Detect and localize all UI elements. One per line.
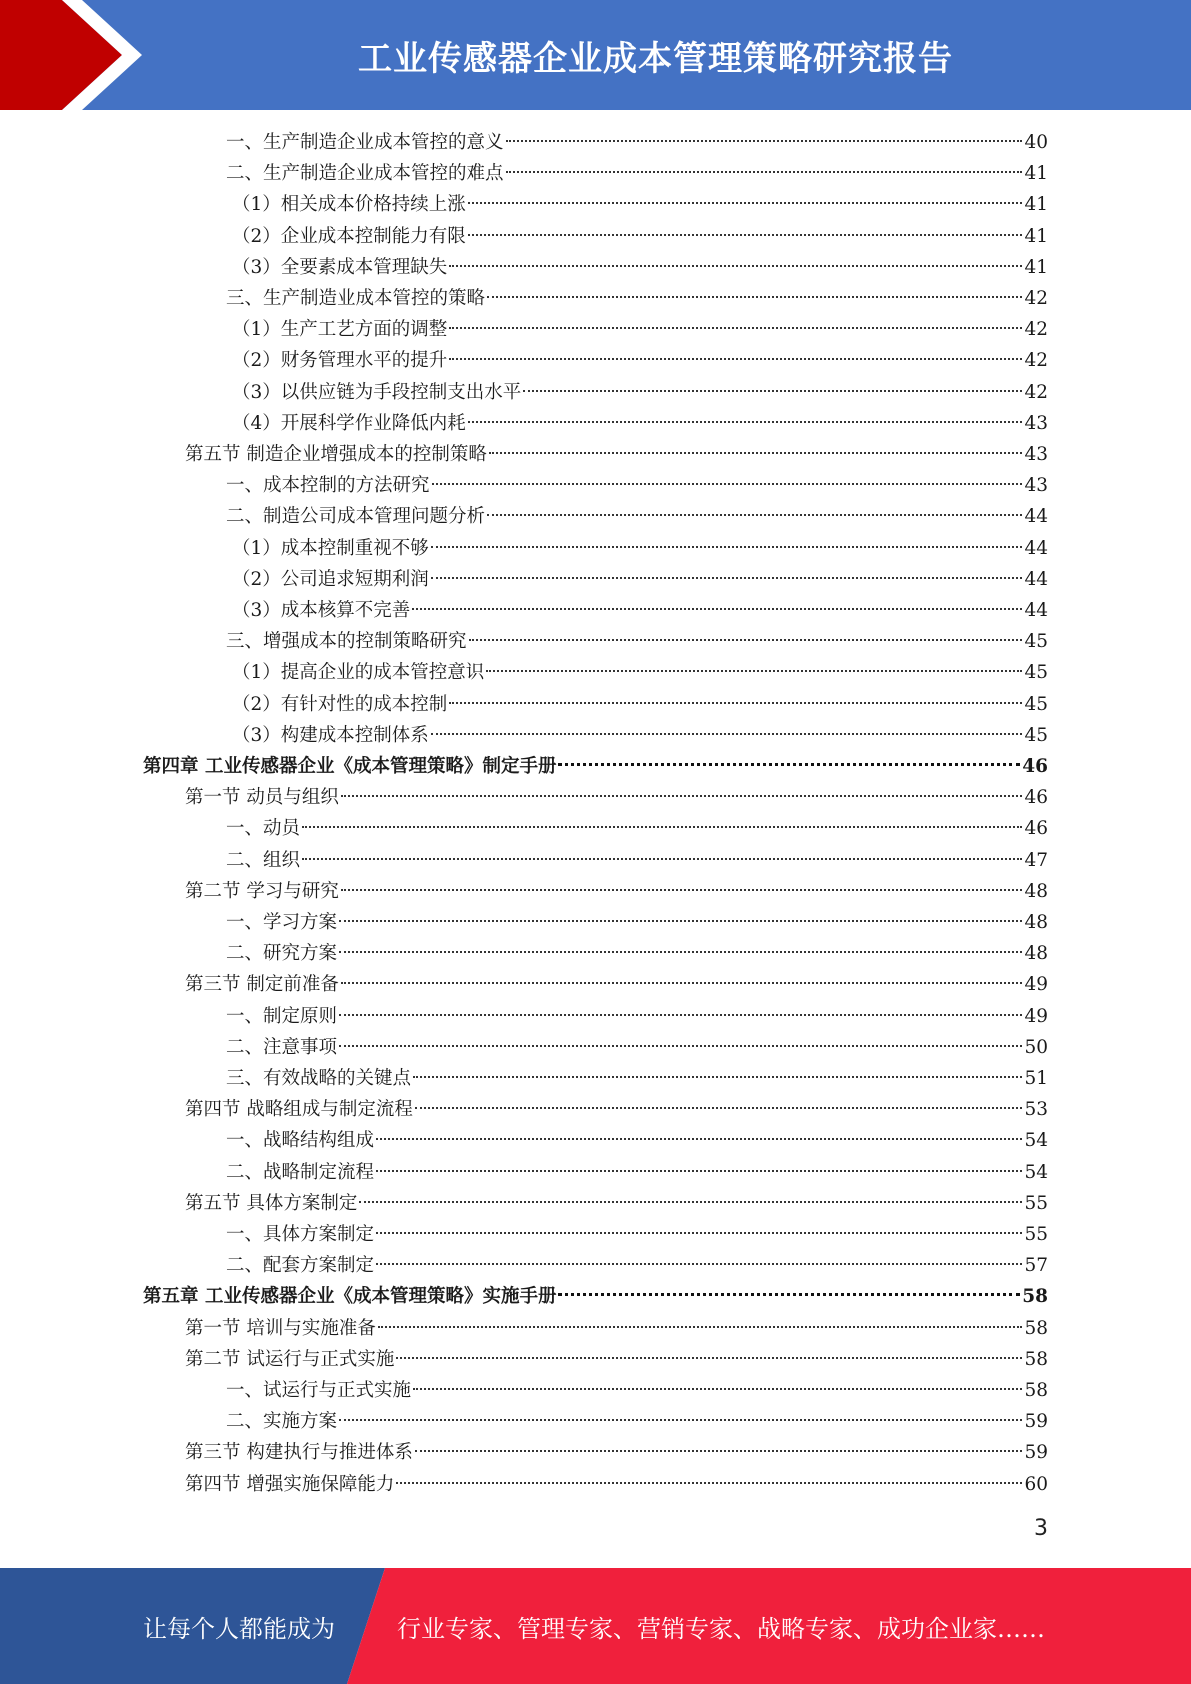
toc-entry[interactable]: [232, 690, 1048, 720]
toc-entry-title: （1）相关成本价格持续上涨: [232, 194, 466, 216]
toc-entry[interactable]: [226, 1064, 1048, 1094]
toc-dot-leader: [413, 1388, 1022, 1390]
toc-dot-leader: [449, 702, 1022, 704]
toc-dot-leader: [413, 1076, 1022, 1078]
toc-dot-leader: [432, 483, 1023, 485]
toc-entry-title: 一、成本控制的方法研究: [226, 475, 430, 497]
toc-entry-page: 54: [1024, 1161, 1048, 1183]
toc-entry-page: 41: [1024, 256, 1048, 278]
toc-entry-title: 第二节 学习与研究: [185, 880, 339, 902]
toc-entry[interactable]: [226, 284, 1048, 314]
toc-entry-page: 43: [1024, 475, 1048, 497]
toc-dot-leader: [396, 1482, 1022, 1484]
toc-entry-title: 二、研究方案: [226, 943, 338, 965]
toc-entry-title: （2）公司追求短期利润: [232, 568, 429, 590]
toc-entry-title: 二、实施方案: [226, 1411, 338, 1433]
toc-entry[interactable]: [232, 596, 1048, 626]
toc-dot-leader: [376, 1138, 1022, 1140]
toc-entry-title: （2）有针对性的成本控制: [232, 693, 448, 715]
toc-dot-leader: [339, 1419, 1022, 1421]
toc-entry-title: 三、增强成本的控制策略研究: [226, 631, 467, 653]
toc-entry-page: 49: [1024, 974, 1048, 996]
toc-entry-page: 42: [1024, 288, 1048, 309]
toc-entry-title: （1）提高企业的成本管控意识: [232, 662, 485, 684]
toc-entry[interactable]: [226, 1251, 1048, 1281]
toc-entry[interactable]: [232, 534, 1048, 564]
toc-entry-page: 46: [1024, 818, 1048, 840]
toc-dot-leader: [376, 1170, 1022, 1172]
toc-dot-leader: [431, 546, 1023, 548]
footer-slogan-right: 行业专家、管理专家、营销专家、战略专家、成功企业家……: [397, 1614, 1045, 1643]
toc-entry-page: 42: [1024, 350, 1048, 372]
toc-entry-page: 45: [1024, 693, 1048, 715]
toc-entry-title: 二、战略制定流程: [226, 1161, 375, 1183]
report-title: 工业传感器企业成本管理策略研究报告: [358, 38, 953, 79]
toc-dot-leader: [469, 639, 1023, 641]
toc-dot-leader: [359, 1201, 1022, 1203]
toc-entry-page: 55: [1024, 1224, 1048, 1245]
toc-entry[interactable]: [232, 253, 1048, 283]
toc-entry-page: 43: [1024, 412, 1048, 434]
toc-entry-page: 48: [1024, 912, 1048, 933]
toc-entry-title: 第二节 试运行与正式实施: [185, 1348, 395, 1370]
toc-entry-title: （4）开展科学作业降低内耗: [232, 412, 466, 434]
toc-entry[interactable]: [226, 1376, 1048, 1406]
toc-dot-leader: [431, 733, 1023, 735]
toc-chapter-entry[interactable]: [143, 1282, 1048, 1312]
toc-entry-page: 41: [1024, 163, 1048, 185]
toc-dot-leader: [339, 1014, 1022, 1016]
toc-entry[interactable]: [226, 814, 1048, 844]
toc-entry-title: 第四节 增强实施保障能力: [185, 1473, 395, 1495]
toc-dot-leader: [468, 421, 1023, 423]
page-footer: [0, 1568, 1191, 1684]
toc-dot-leader: [339, 1045, 1022, 1047]
toc-dot-leader: [468, 234, 1023, 236]
toc-dot-leader: [449, 265, 1022, 267]
toc-chapter-entry[interactable]: [143, 752, 1048, 782]
toc-entry[interactable]: [226, 159, 1048, 189]
toc-dot-leader: [558, 763, 1020, 766]
toc-dot-leader: [449, 327, 1022, 329]
toc-entry[interactable]: [185, 970, 1048, 1000]
toc-entry-title: 二、组织: [226, 849, 301, 871]
toc-dot-leader: [523, 390, 1022, 392]
toc-entry-title: 第四章 工业传感器企业《成本管理策略》制定手册: [143, 756, 557, 777]
toc-entry-page: 58: [1024, 1317, 1048, 1339]
toc-entry-page: 54: [1024, 1130, 1048, 1152]
footer-slogan-left: 让每个人都能成为: [143, 1614, 335, 1643]
toc-entry-page: 49: [1024, 1005, 1048, 1027]
toc-entry-page: 41: [1024, 225, 1048, 247]
toc-entry-page: 44: [1024, 537, 1048, 559]
toc-dot-leader: [412, 608, 1022, 610]
toc-entry[interactable]: [226, 502, 1048, 532]
toc-entry[interactable]: [185, 440, 1048, 470]
toc-entry[interactable]: [226, 1220, 1048, 1250]
toc-entry[interactable]: [185, 1314, 1048, 1344]
toc-dot-leader: [506, 140, 1023, 142]
toc-entry-title: 一、学习方案: [226, 912, 338, 933]
toc-entry[interactable]: [232, 190, 1048, 220]
toc-entry-page: 50: [1024, 1036, 1048, 1058]
toc-dot-leader: [376, 1232, 1022, 1234]
toc-dot-leader: [339, 951, 1022, 953]
toc-dot-leader: [415, 1107, 1023, 1109]
toc-entry[interactable]: [185, 1189, 1048, 1219]
toc-dot-leader: [415, 1450, 1023, 1452]
toc-entry[interactable]: [185, 1438, 1048, 1468]
toc-entry-title: 第五节 制造企业增强成本的控制策略: [185, 444, 487, 465]
toc-dot-leader: [489, 452, 1023, 454]
toc-entry-page: 44: [1024, 600, 1048, 621]
toc-dot-leader: [341, 982, 1023, 984]
toc-entry-title: （1）生产工艺方面的调整: [232, 319, 448, 341]
toc-dot-leader: [449, 358, 1022, 360]
toc-entry-title: 第四节 战略组成与制定流程: [185, 1099, 413, 1121]
toc-entry[interactable]: [226, 1002, 1048, 1032]
toc-entry-page: 45: [1024, 631, 1048, 653]
toc-dot-leader: [487, 514, 1022, 516]
toc-entry[interactable]: [226, 627, 1048, 657]
toc-entry-title: 二、注意事项: [226, 1036, 338, 1058]
toc-entry-page: 47: [1024, 849, 1048, 871]
toc-entry[interactable]: [185, 877, 1048, 907]
toc-entry[interactable]: [226, 846, 1048, 876]
toc-entry[interactable]: [226, 908, 1048, 938]
toc-dot-leader: [506, 171, 1023, 173]
toc-entry[interactable]: [226, 128, 1048, 158]
toc-dot-leader: [396, 1357, 1022, 1359]
toc-entry-title: 第一节 培训与实施准备: [185, 1317, 376, 1339]
toc-entry-page: 46: [1022, 756, 1048, 777]
toc-entry[interactable]: [232, 315, 1048, 345]
toc-entry-page: 43: [1024, 444, 1048, 465]
toc-entry[interactable]: [232, 378, 1048, 408]
toc-entry-page: 44: [1024, 568, 1048, 590]
toc-entry-page: 51: [1024, 1068, 1048, 1089]
toc-entry-title: （3）以供应链为手段控制支出水平: [232, 381, 522, 403]
toc-entry-page: 58: [1022, 1286, 1048, 1308]
toc-entry-title: 二、配套方案制定: [226, 1255, 375, 1277]
toc-entry-page: 44: [1024, 506, 1048, 528]
toc-entry-title: 一、动员: [226, 818, 301, 840]
toc-entry-title: 二、制造公司成本管理问题分析: [226, 506, 486, 528]
page-header: [0, 0, 1191, 110]
toc-entry-title: 第五章 工业传感器企业《成本管理策略》实施手册: [143, 1286, 557, 1308]
toc-entry-page: 48: [1024, 880, 1048, 902]
toc-entry-title: 一、生产制造企业成本管控的意义: [226, 132, 504, 153]
toc-entry[interactable]: [232, 346, 1048, 376]
toc-entry-page: 58: [1024, 1380, 1048, 1401]
toc-entry-title: 一、具体方案制定: [226, 1224, 375, 1245]
toc-entry-title: （2）财务管理水平的提升: [232, 350, 448, 372]
toc-dot-leader: [378, 1326, 1023, 1328]
toc-entry-title: 第三节 制定前准备: [185, 974, 339, 996]
page-number: 3: [1034, 1516, 1048, 1541]
toc-entry-page: 46: [1024, 787, 1048, 809]
toc-entry-title: 第三节 构建执行与推进体系: [185, 1442, 413, 1464]
toc-dot-leader: [341, 795, 1023, 797]
toc-entry[interactable]: [185, 1470, 1048, 1500]
toc-dot-leader: [558, 1293, 1020, 1296]
toc-entry-page: 45: [1024, 724, 1048, 746]
toc-entry-title: 三、生产制造业成本管控的策略: [226, 288, 486, 309]
toc-entry[interactable]: [232, 565, 1048, 595]
toc-dot-leader: [431, 577, 1023, 579]
toc-entry-title: 第一节 动员与组织: [185, 787, 339, 809]
toc-entry-title: （3）成本核算不完善: [232, 600, 411, 621]
toc-entry-page: 58: [1024, 1348, 1048, 1370]
toc-entry-page: 40: [1024, 132, 1048, 153]
toc-entry[interactable]: [185, 1345, 1048, 1375]
toc-entry-title: 第五节 具体方案制定: [185, 1192, 358, 1214]
toc-entry[interactable]: [185, 783, 1048, 813]
toc-entry-page: 55: [1024, 1192, 1048, 1214]
toc-entry[interactable]: [226, 1126, 1048, 1156]
toc-dot-leader: [341, 889, 1023, 891]
toc-entry[interactable]: [226, 1407, 1048, 1437]
toc-entry-page: 57: [1024, 1255, 1048, 1277]
toc-entry-title: 一、制定原则: [226, 1005, 338, 1027]
toc-dot-leader: [487, 296, 1022, 298]
toc-entry[interactable]: [232, 222, 1048, 252]
toc-dot-leader: [339, 920, 1022, 922]
toc-entry[interactable]: [226, 471, 1048, 501]
toc-entry-title: （3）全要素成本管理缺失: [232, 256, 448, 278]
toc-dot-leader: [302, 826, 1022, 828]
toc-entry-page: 59: [1024, 1411, 1048, 1433]
toc-entry-page: 60: [1024, 1473, 1048, 1495]
toc-entry[interactable]: [185, 1095, 1048, 1125]
toc-entry[interactable]: [226, 1158, 1048, 1188]
toc-entry-title: （3）构建成本控制体系: [232, 724, 429, 746]
toc-entry-page: 59: [1024, 1442, 1048, 1464]
toc-entry-title: 二、生产制造企业成本管控的难点: [226, 163, 504, 185]
toc-entry-title: （1）成本控制重视不够: [232, 537, 429, 559]
toc-entry-page: 42: [1024, 381, 1048, 403]
toc-entry[interactable]: [226, 1033, 1048, 1063]
toc-entry-page: 41: [1024, 194, 1048, 216]
toc-entry-page: 53: [1024, 1099, 1048, 1121]
toc-dot-leader: [302, 858, 1022, 860]
toc-entry-page: 45: [1024, 662, 1048, 684]
toc-dot-leader: [468, 202, 1023, 204]
toc-entry-title: 三、有效战略的关键点: [226, 1068, 412, 1089]
toc-entry-title: 一、战略结构组成: [226, 1130, 375, 1152]
toc-dot-leader: [376, 1263, 1022, 1265]
toc-entry-page: 42: [1024, 319, 1048, 341]
toc-entry[interactable]: [226, 939, 1048, 969]
toc-entry-page: 48: [1024, 943, 1048, 965]
toc-entry[interactable]: [232, 721, 1048, 751]
toc-dot-leader: [486, 670, 1022, 672]
toc-entry-title: （2）企业成本控制能力有限: [232, 225, 466, 247]
toc-entry-title: 一、试运行与正式实施: [226, 1380, 412, 1401]
toc-entry[interactable]: [232, 409, 1048, 439]
toc-entry[interactable]: [232, 658, 1048, 688]
